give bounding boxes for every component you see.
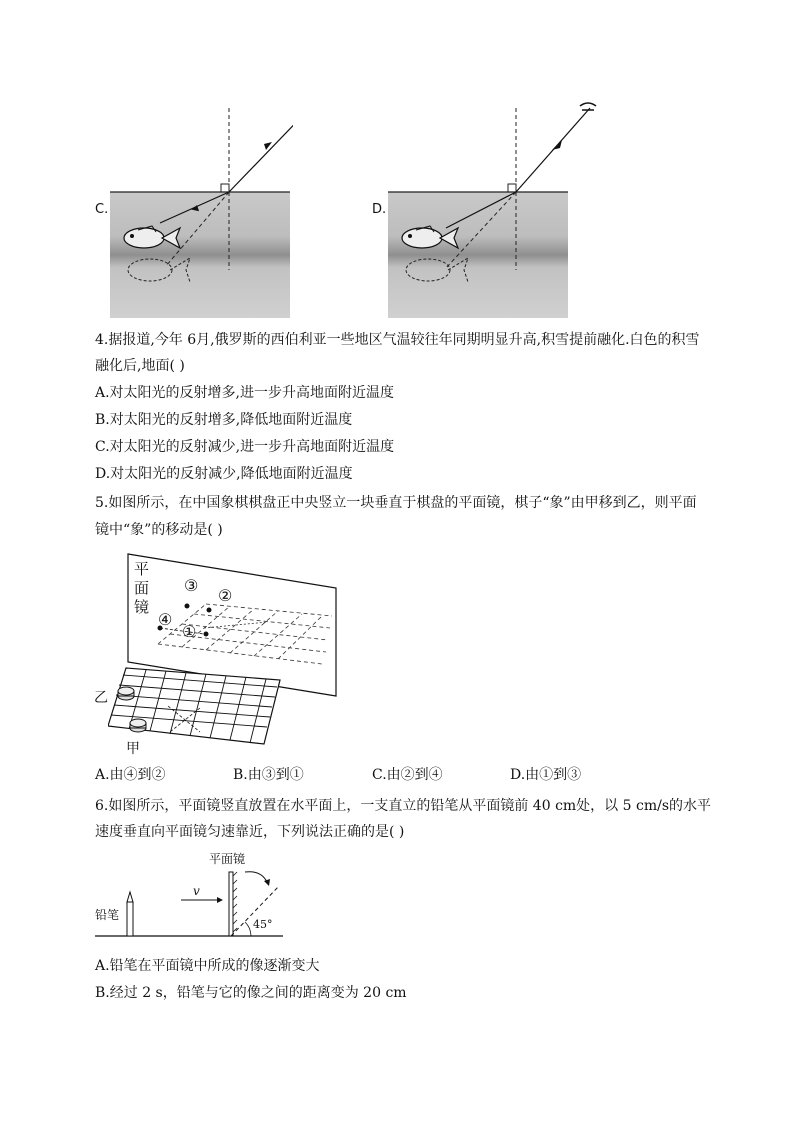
figure-d-refraction-diagram [386,98,606,320]
option-d-label: D. [372,202,387,217]
mark-3: ③ [184,576,199,595]
q5-option-c: C.由②到④ [372,767,443,783]
option-c-label: C. [95,202,109,217]
q4-stem-line1: 4.据报道,今年 6月,俄罗斯的西伯利亚一些地区气温较往年同期明显升高,积雪提前融化.白色的积雪 [95,332,700,348]
q4-option-b: B.对太阳光的反射增多,降低地面附近温度 [95,412,353,428]
mirror-label-1: 平 [134,560,150,578]
water-body [110,192,290,318]
piece-yi-label: 乙 [94,690,108,706]
q4-stem-line2: 融化后,地面( ) [95,358,185,374]
angle-label: 45° [253,918,273,931]
point-marker [185,604,190,609]
mirror-label-3: 镜 [134,598,150,616]
velocity-arrow-icon [181,897,223,903]
q5-option-a: A.由④到② [95,767,166,783]
q4-option-c: C.对太阳光的反射减少,进一步升高地面附近温度 [95,439,395,455]
figure-c-refraction-diagram [108,98,293,320]
pencil-icon [127,892,133,936]
pencil-label: 铅笔 [95,908,120,922]
angle-arc [245,922,251,936]
chess-piece-yi-icon [118,687,134,700]
q5-chessboard-figure [94,548,338,758]
chess-piece-jia-icon [130,719,146,732]
q4-option-a: A.对太阳光的反射增多,进一步升高地面附近温度 [95,385,395,401]
mirror-label-2: 面 [134,579,150,597]
piece-jia-label: 甲 [126,741,140,757]
q5-option-d: D.由①到③ [510,767,582,783]
q5-stem-line2: 镜中“象”的移动是( ) [95,522,223,538]
velocity-label: v [193,884,200,898]
q6-stem-line1: 6.如图所示，平面镜竖直放置在水平面上，一支直立的铅笔从平面镜前 40 cm处，以 5 cm/s的水平 [95,798,712,814]
rotation-arrow-icon [245,872,270,886]
ray-arrow [552,140,562,150]
mark-4: ④ [158,610,173,629]
q5-option-b: B.由③到① [233,767,304,783]
mark-1: ① [182,622,197,641]
point-marker [204,632,209,637]
q6-option-b: B.经过 2 s，铅笔与它的像之间的距离变为 20 cm [95,985,407,1001]
q6-mirror-pencil-figure [95,850,295,940]
q4-option-d: D.对太阳光的反射减少,降低地面附近温度 [95,466,353,482]
mirror-bar [229,872,233,936]
mark-2: ② [218,586,233,605]
mirror-hatch [233,872,237,932]
incident-ray [516,108,590,192]
q6-option-a: A.铅笔在平面镜中所成的像逐渐变大 [95,958,320,974]
right-angle-mark [508,184,516,192]
refracted-ray [229,108,293,192]
q6-stem-line2: 速度垂直向平面镜匀速靠近，下列说法正确的是( ) [95,824,405,840]
q5-stem-line1: 5.如图所示，在中国象棋棋盘正中央竖立一块垂直于棋盘的平面镜，棋子“象”由甲移到乙，则平面 [95,495,697,511]
point-marker [207,608,212,613]
eye-icon [580,103,596,110]
mirror-label: 平面镜 [209,852,246,866]
right-angle-mark [221,184,229,192]
